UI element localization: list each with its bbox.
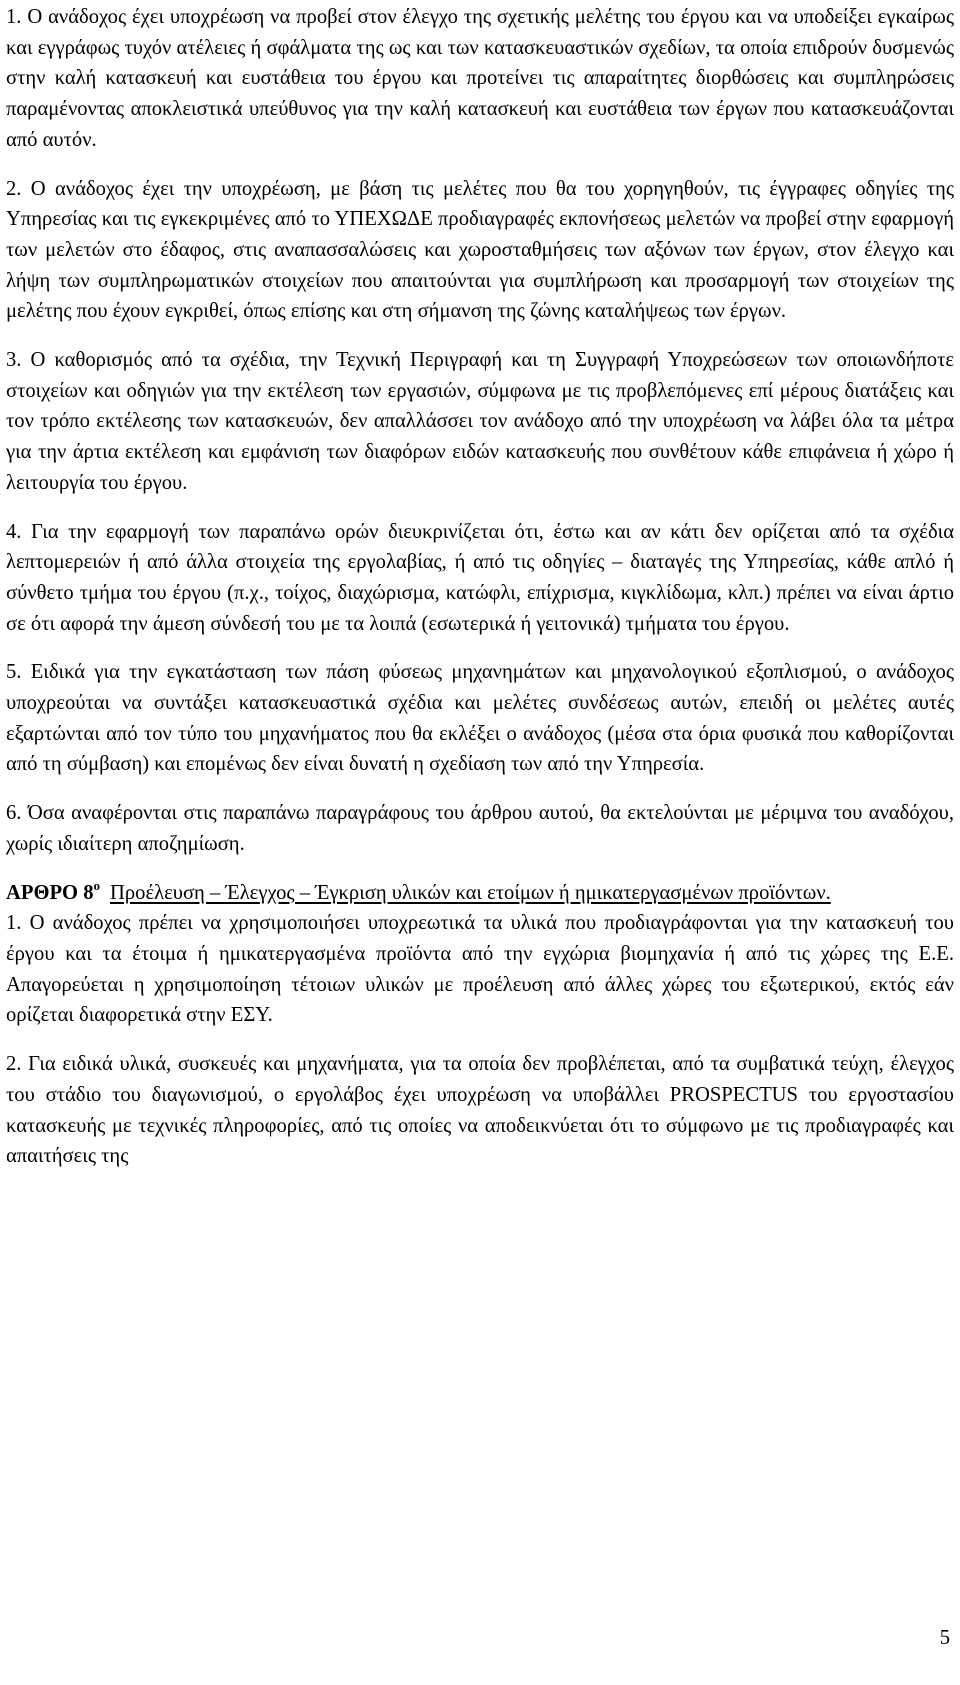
paragraph-4: 4. Για την εφαρμογή των παραπάνω ορών διευκρινίζεται ότι, έστω και αν κάτι δεν ορίζεται από τα σχέδια λεπτομερειών ή από άλλα στοιχεία της εργολαβίας, ή από τις οδηγίες – διαταγές της Υπηρεσίας, κάθε απλό ή σύνθετο τμήμα του έργου (π.χ., τοίχος, διαχώρισμα, κατώφλι, επίχρισμα, κιγκλίδωμα, κλπ.) πρέπει να είναι άρτιο σε ότι αφορά την άμεση σύνδεσή του με τα λοιπά (εσωτερικά ή γειτονικά) τμήματα του έργου. — [6, 520, 954, 635]
paragraph-3: 3. Ο καθορισμός από τα σχέδια, την Τεχνική Περιγραφή και τη Συγγραφή Υποχρεώσεων των οποιωνδήποτε στοιχείων και οδηγιών για την εκτέλεση των εργασιών, σύμφωνα με τις προβλεπόμενες επί μέρους διατάξεις και τον τρόπο εκτέλεσης των κατασκευών, δεν απαλλάσσει τον ανάδοχο από την υποχρέωση να λάβει όλα τα μέτρα για την άρτια εκτέλεση και εμφάνιση των διαφόρων ειδών κατασκευής που συνθέτουν κάθε επιφάνεια ή χώρο ή λειτουργία του έργου. — [6, 349, 954, 494]
paragraph-1: 1. Ο ανάδοχος έχει υποχρέωση να προβεί στον έλεγχο της σχετικής μελέτης του έργου και να υποδείξει εγκαίρως και εγγράφως τυχόν ατέλειες ή σφάλματα της ως και των κατασκευαστικών σχεδίων, τα οποία επιδρούν δυσμενώς στην καλή κατασκευή και ευστάθεια του έργου και προτείνει τις απαραίτητες διορθώσεις και συμπληρώσεις παραμένοντας αποκλειστικά υπεύθυνος για την καλή κατασκευή και ευστάθεια των έργων που κατασκευάζονται από αυτόν. — [6, 6, 954, 151]
article-number: ΑΡΘΡΟ 8 — [6, 881, 94, 904]
article-paragraph-1: 1. Ο ανάδοχος πρέπει να χρησιμοποιήσει υποχρεωτικά τα υλικά που προδιαγράφονται για την κατασκευή του έργου και τα έτοιμα ή ημικατεργασμένα προϊόντα από την εγχώρια βιομηχανία ή από τις χώρες της Ε.Ε. Απαγορεύεται η χρησιμοποίηση τέτοιων υλικών με προέλευση από άλλες χώρες του εξωτερικού, εκτός εάν ορίζεται διαφορετικά στην ΕΣΥ. — [6, 912, 954, 1027]
article-label — [6, 878, 100, 909]
paragraph-6: 6. Όσα αναφέρονται στις παραπάνω παραγράφους του άρθρου αυτού, θα εκτελούνται με μέριμνα του αναδόχου, χωρίς ιδιαίτερη αποζημίωση. — [6, 802, 954, 855]
article-heading — [6, 878, 954, 909]
paragraph-2: 2. Ο ανάδοχος έχει την υποχρέωση, με βάση τις μελέτες που θα του χορηγηθούν, τις έγγραφες οδηγίες της Υπηρεσίας και τις εγκεκριμένες από το ΥΠΕΧΩΔΕ προδιαγραφές εκπονήσεως μελετών να προβεί στην εφαρμογή των μελετών στο έδαφος, στις αναπασσαλώσεις και χωροσταθμήσεις των αξόνων των έργων, στον έλεγχο και λήψη των συμπληρωματικών στοιχείων που απαιτούνται για συμπλήρωση και προσαρμογή των στοιχείων της μελέτης που έχουν εγκριθεί, όπως επίσης και στη σήμανση της ζώνης καταλήψεως των έργων. — [6, 177, 954, 323]
article-title: Προέλευση – Έλεγχος – Έγκριση υλικών και ετοίμων ή ημικατεργασμένων προϊόντων. — [110, 881, 831, 904]
article-paragraph-2: 2. Για ειδικά υλικά, συσκευές και μηχανήματα, για τα οποία δεν προβλέπεται, από τα συμβατικά τεύχη, έλεγχος του στάδιο του διαγωνισμού, ο εργολάβος έχει υποχρέωση να υποβάλλει PROSPECTUS του εργοστασίου κατασκευής με τεχνικές πληροφορίες, από τις οποίες να αποδεικνύεται ότι το σύμφωνο με τις προδιαγραφές και απαιτήσεις της — [6, 1053, 954, 1168]
page-number: 5 — [939, 1627, 950, 1649]
article-superscript: ο — [93, 877, 101, 893]
paragraph-5: 5. Ειδικά για την εγκατάσταση των πάση φύσεως μηχανημάτων και μηχανολογικού εξοπλισμού, ο ανάδοχος υποχρεούται να συντάξει κατασκευαστικά σχέδια και μελέτες συνδέσεως αυτών, επειδή οι μελέτες αυτές εξαρτώνται από τον τύπο του μηχανήματος που θα εκλέξει ο ανάδοχος (μέσα στα όρια φυσικά που καθορίζονται από τη σύμβαση) και επομένως δεν είναι δυνατή η σχεδίαση των από την Υπηρεσία. — [6, 661, 954, 776]
